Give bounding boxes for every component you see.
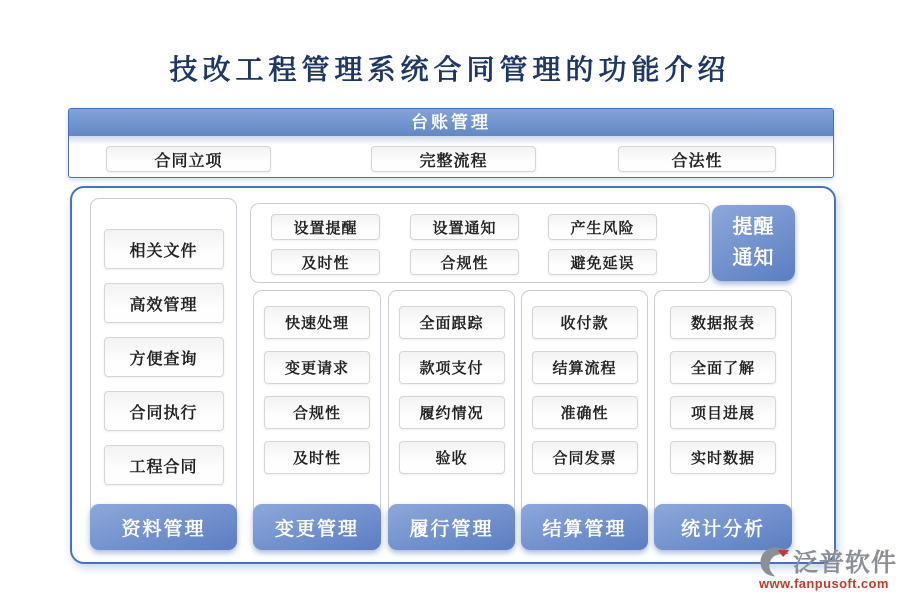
- column-label-data-management: 资料管理: [90, 504, 237, 550]
- item-settlement-process: 结算流程: [532, 351, 638, 384]
- reminder-notification-badge: [712, 205, 795, 281]
- item-change-request: 变更请求: [264, 351, 370, 384]
- item-related-files: 相关文件: [104, 229, 224, 269]
- item-timeliness: 及时性: [264, 441, 370, 474]
- item-full-understanding: 全面了解: [670, 351, 776, 384]
- column-items: [522, 291, 647, 474]
- item-contract-invoice: 合同发票: [532, 441, 638, 474]
- column-items: [389, 291, 514, 474]
- item-risk-generation: 产生风险: [548, 214, 657, 240]
- item-payment: 款项支付: [399, 351, 505, 384]
- column-label-change-management: 变更管理: [253, 504, 381, 550]
- main-container: [70, 186, 836, 564]
- column-panel-change-management: [253, 290, 381, 550]
- column-label-statistics-analysis: 统计分析: [654, 504, 792, 550]
- item-set-reminder: 设置提醒: [271, 214, 380, 240]
- item-compliance: 合规性: [410, 249, 519, 275]
- ledger-band-header: 台账管理: [69, 109, 833, 136]
- item-engineering-contract: 工程合同: [104, 445, 224, 485]
- item-accuracy: 准确性: [532, 396, 638, 429]
- item-avoid-delay: 避免延误: [548, 249, 657, 275]
- badge-line-remind: 提醒: [732, 216, 775, 238]
- item-performance-status: 履约情况: [399, 396, 505, 429]
- reminder-panel: [250, 203, 710, 283]
- column-items: [655, 291, 791, 474]
- item-easy-query: 方便查询: [104, 337, 224, 377]
- item-quick-handling: 快速处理: [264, 306, 370, 339]
- item-project-progress: 项目进展: [670, 396, 776, 429]
- column-panel-settlement-management: [521, 290, 648, 550]
- column-label-performance-management: 履行管理: [388, 504, 515, 550]
- fanpu-swirl-icon: [757, 545, 792, 578]
- item-realtime-data: 实时数据: [670, 441, 776, 474]
- ledger-item-legality: 合法性: [618, 146, 776, 172]
- item-set-notification: 设置通知: [410, 214, 519, 240]
- ledger-item-contract-initiation: 合同立项: [106, 146, 271, 172]
- column-label-settlement-management: 结算管理: [521, 504, 648, 550]
- column-panel-statistics-analysis: [654, 290, 792, 550]
- badge-line-notify: 通知: [732, 247, 775, 269]
- item-receipts-payments: 收付款: [532, 306, 638, 339]
- column-items: [91, 199, 236, 485]
- ledger-item-complete-process: 完整流程: [371, 146, 536, 172]
- logo-row: [757, 543, 899, 579]
- logo-url: www.fanpusoft.com: [759, 576, 889, 591]
- item-data-reports: 数据报表: [670, 306, 776, 339]
- item-efficient-management: 高效管理: [104, 283, 224, 323]
- column-panel-performance-management: [388, 290, 515, 550]
- item-acceptance: 验收: [399, 441, 505, 474]
- page-title: 技改工程管理系统合同管理的功能介绍: [169, 55, 731, 86]
- item-contract-execution: 合同执行: [104, 391, 224, 431]
- item-timeliness: 及时性: [271, 249, 380, 275]
- item-compliance: 合规性: [264, 396, 370, 429]
- brand-logo: [757, 543, 899, 591]
- logo-name: 泛普软件: [793, 549, 898, 577]
- column-panel-data-management: [90, 198, 237, 550]
- column-items: [254, 291, 380, 474]
- ledger-band: [68, 108, 834, 178]
- item-full-tracking: 全面跟踪: [399, 306, 505, 339]
